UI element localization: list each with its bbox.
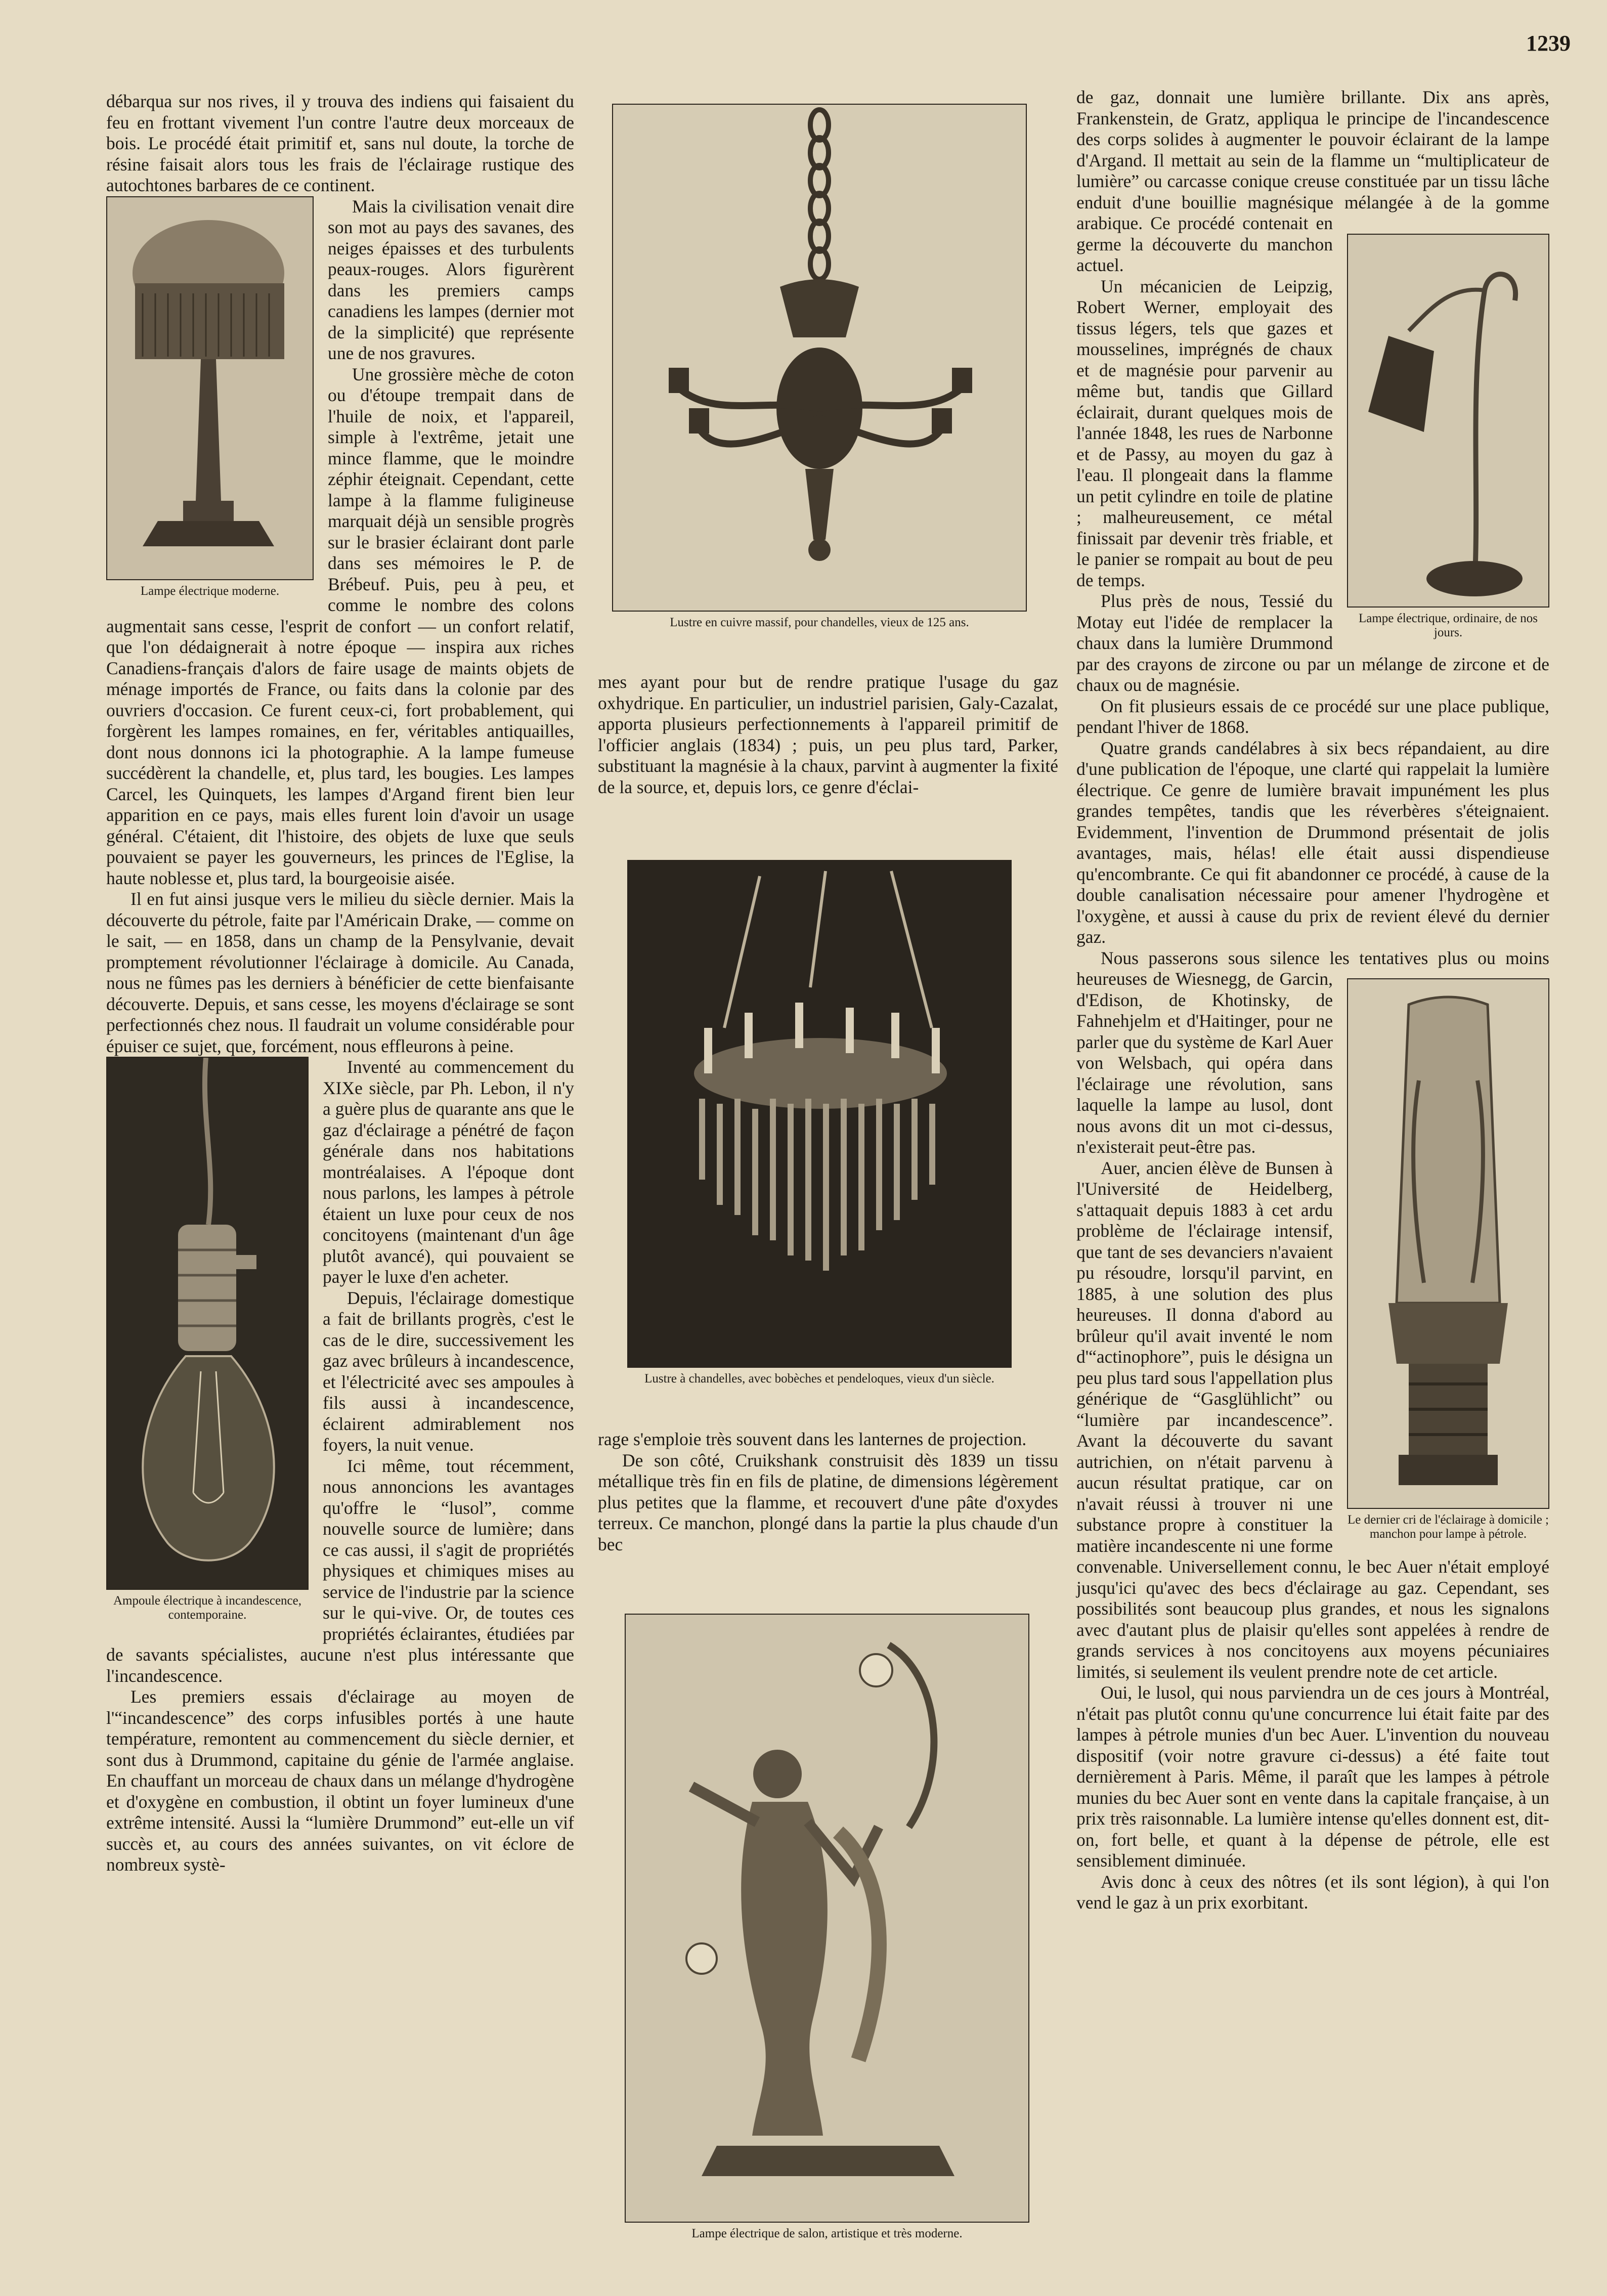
figure-copper-chandelier (612, 104, 1027, 630)
right-paragraph-1: de gaz, donnait une lumière brillante. Dix ans après, Frankenstein, de Gratz, appliqua le principe de l'incandescence des corps solides à augmenter le pouvoir éclairant de la lampe d'Argand. Il mettait au sein de la flamme un “multiplicateur de lumière” ou carcasse conique creuse constituée par un tissu lâche enduit d'une bouillie magnésique mélangée à de la gomme arabique. Ce procédé contenait en germe la découverte du manchon actuel. (1076, 87, 1549, 275)
left-paragraph-5: Inventé au commencement du XIXe siècle, par Ph. Lebon, il n'y a guère plus de quarante ans que le gaz d'éclairage a pénétré de façon générale dans nos habitations montréalaises. A l'époque dont nous parlons, les lampes à pétrole étaient un luxe pour ceux de nos concitoyens (maintenant d'un âge plutôt avancé), qui pouvaient se payer le luxe d'en acheter. (323, 1057, 574, 1287)
right-paragraph-2: Un mécanicien de Leipzig, Robert Werner, employait des tissus légers, tels que gazes et mousselines, imprégnés de chaux et de magnésie pour parvenir au même but, tandis que Gillard éclairait, durant quelques mois de l'année 1848, les rues de Narbonne et de Passy, au moyen du gaz à l'eau. Il plongeait dans la flamme un petit cylindre en toile de platine ; malheureusement, ce métal finissait par devenir très friable, et le panier se rompait au bout de peu de temps. (1076, 276, 1333, 590)
left-column (106, 91, 574, 2266)
right-column (1076, 87, 1549, 2277)
modern-lamp-icon (107, 197, 313, 579)
figure-crystal-chandelier (627, 860, 1012, 1386)
middle-paragraph-3: De son côté, Cruikshank construisit dès 1839 un tissu métallique très fin en fils de platine, de dimensions légèrement plus petites que la flamme, et recouvert d'une pâte d'oxydes terreux. Ce manchon, plongé dans la partie la plus chaude d'un bec (598, 1450, 1058, 1554)
lightbulb-icon (107, 1058, 308, 1589)
crystal-chandelier-photo (627, 860, 1012, 1368)
right-paragraph-9: Avis donc à ceux des nôtres (et ils sont légion), à qui l'on vend le gaz à un prix exorbitant. (1076, 1871, 1549, 1913)
left-paragraph-4-start: Il en fut ainsi jusque vers le milieu du siècle dernier. Mais la découverte du pétrole, faite par l'Américain Drake, — comme on le sait, — en 1858, dans un champ de la Pensylvanie, devait promptement révolutionner l'éclairage à domicile. Au Canada, nous ne fûmes pas les derniers à bénéficier de cette bienfaisante découverte. Depuis, et sans cesse, les moyens d'éclairage se sont perfectionnés chez nous. Il faudrait un volume considérable pour épuiser ce sujet, que, forcément, nous effleurons à peine. (106, 889, 574, 1056)
figure-ordinary-lamp (1347, 234, 1549, 640)
middle-paragraph-2: rage s'emploie très souvent dans les lanternes de projection. (598, 1429, 1027, 1449)
left-paragraph-8: Les premiers essais d'éclairage au moyen de l'“incandescence” des corps infusibles portés à une haute température, remontent au commencement du siècle dernier, et sont dus à Drummond, capitaine du génie de l'armée anglaise. En chauffant un morceau de chaux dans un mélange d'hydrogène et d'oxygène en combustion, il obtint un foyer lumineux d'une extrême intensité. Aussi la “lumière Drummond” eut-elle un vif succès et, au cours des années suivantes, on vit éclore de nombreux systè- (106, 1686, 574, 1875)
desk-lamp-icon (1348, 235, 1548, 607)
middle-paragraph-1: mes ayant pour but de rendre pratique l'usage du gaz oxhydrique. En particulier, un industriel parisien, Galy-Cazalat, apporta plusieurs perfectionnements à l'appareil primitif de l'officier anglais (1834) ; puis, un peu plus tard, Parker, substituant la magnésie à la chaux, parvint à augmenter la fixité de la source, et, depuis lors, ce genre d'éclai- (598, 672, 1058, 797)
right-paragraph-4: On fit plusieurs essais de ce procédé sur une place publique, pendant l'hiver de 1868. (1076, 696, 1549, 737)
caption-copper-chandelier: Lustre en cuivre massif, pour chandelles, vieux de 125 ans. (670, 616, 969, 629)
middle-column-bottom (598, 1429, 1058, 1555)
left-paragraph-7: Ici même, tout récemment, nous annoncions les avantages qu'offre le “lusol”, comme nouvelle source de lumière; dans ce cas aussi, il s'agit de propriétés physiques et chimiques mises au service de l'industrie par la science sur le qui-vive. Or, de toutes ces propriétés éclairantes, étudiées par de savants spécialistes, aucune n'est plus intéressante que l'incandescence. (106, 1455, 574, 1686)
page-number: 1239 (1526, 31, 1571, 56)
left-paragraph-1: débarqua sur nos rives, il y trouva des indiens qui faisaient du feu en frottant vivement l'un contre l'autre deux morceaux de bois. Le procédé était primitif et, sans nul doute, la torche de résine faisait alors tous les frais de l'éclairage rustique des autochtones barbares de ce continent. (106, 91, 574, 195)
caption-crystal-chandelier: Lustre à chandelles, avec bobèches et pendeloques, vieux d'un siècle. (644, 1372, 994, 1385)
ordinary-lamp-photo (1347, 234, 1549, 608)
middle-column-top (598, 672, 1058, 798)
figure-modern-lamp (106, 196, 314, 598)
crystal-chandelier-icon (628, 861, 1011, 1367)
figure-auer-mantle (1347, 978, 1549, 1541)
statue-lamp-photo (625, 1614, 1029, 2223)
left-paragraph-3: Une grossière mèche de coton ou d'étoupe trempait dans de l'huile de noix, et l'appareil, simple à l'extrême, jetait une mince flamme, que le moindre zéphir éteignait. Cependant, cette lampe à la flamme fuligineuse marquait déjà un sensible progrès sur le brasier éclairant dont parle dans ses mémoires le P. de Brébeuf. Puis, peu à peu, et comme le nombre des colons augmentait sans cesse, l'esprit de confort — un confort relatif, que l'on dédaignerait à notre époque — inspira aux riches Canadiens-français d'alors de faire usage de maints objets de ménage importés de France, ou faits dans la colonie par des ouvriers d'occasion. Ce furent ceux-ci, fort probablement, qui forgèrent les lampes romaines, en fer, véritables antiquailles, dont nous donnons ici la photographie. A la lampe fumeuse succédèrent la chandelle, et, plus tard, les bougies. Les lampes Carcel, les Quinquets, les lampes d'Argand firent bien leur apparition en ce pays, mais elles furent loin d'avoir un usage général. C'étaient, dit l'histoire, des objets de luxe que seuls pouvaient se payer les gouverneurs, les princes de l'Eglise, la haute noblesse et, plus tard, la bourgeoisie aisée. (106, 364, 574, 888)
gas-mantle-lamp-icon (1348, 979, 1548, 1508)
copper-chandelier-photo (612, 104, 1027, 612)
caption-statue-lamp: Lampe électrique de salon, artistique et très moderne. (691, 2227, 963, 2240)
right-paragraph-3: Plus près de nous, Tessié du Motay eut l'idée de remplacer la chaux dans la lumière Drummond par des crayons de zircone ou par un mélange de zircone et de chaux ou de magnésie. (1076, 591, 1549, 695)
modern-lamp-photo (106, 196, 314, 580)
caption-modern-lamp: Lampe électrique moderne. (140, 584, 280, 598)
right-paragraph-6: Nous passerons sous silence les tentatives plus ou moins heureuses de Wiesnegg, de Garcin, d'Edison, de Khotinsky, de Fahnehjelm et d'Haitinger, pour ne parler que du système de Karl Auer von Welsbach, qui opéra dans l'éclairage une révolution, sans laquelle la lampe au lusol, dont nous avons dit un mot ci-dessus, n'existerait peut-être pas. (1076, 947, 1549, 1157)
right-paragraph-5: Quatre grands candélabres à six becs répandaient, au dire d'une publication de l'époque, une clarté qui rappelait la lumière électrique. Ce genre de lumière bravait impunément les plus grandes tempêtes, tandis que les réverbères s'éteignaient. Evidemment, l'invention de Drummond présentait de jolis avantages, mais, hélas! elle était aussi dispendieuse qu'encombrante. Ce qui fit abandonner ce procédé, à cause de la double canalisation nécessaire pour amener l'hydrogène et l'oxygène, et aussi à cause du prix de revient élevé du dernier gaz. (1076, 738, 1549, 947)
left-paragraph-6: Depuis, l'éclairage domestique a fait de brillants progrès, c'est le cas de le dire, successivement les gaz avec brûleurs à incandescence, et l'électricité avec ses ampoules à fils aussi à incandescence, éclairent admirablement nos foyers, la nuit venue. (323, 1287, 574, 1455)
figure-statue-lamp (625, 1614, 1029, 2241)
right-paragraph-8: Oui, le lusol, qui nous parviendra un de ces jours à Montréal, n'était pas plutôt connu qu'une concurrence lui était faite par des lampes à pétrole munies d'un bec Auer. L'invention du nouveau dispositif (voir notre gravure ci-dessus) a été faite tout dernièrement à Paris. Même, il paraît que les lampes à pétrole munies du bec Auer sont en vente dans la capitale française, à un prix très raisonnable. La lumière intense qu'elles donnent est, dit-on, fort belle, et quant à la dépense de pétrole, elle est sensiblement diminuée. (1076, 1682, 1549, 1871)
bulb-photo (106, 1057, 309, 1590)
statue-lamp-icon (626, 1615, 1028, 2222)
right-paragraph-7: Auer, ancien élève de Bunsen à l'Université de Heidelberg, s'attaquait depuis 1883 à cet ardu problème de l'éclairage intensif, que tant de ses devanciers n'avaient pu résoudre, lorsqu'il parvint, en 1885, à une solution des plus heureuses. Il donna d'abord au brûleur qu'il avait inventé le nom d'“actinophore”, puis le désigna un peu plus tard sous l'appellation plus générique de “Gasglühlicht” ou “lumière par incandescence”. Avant la découverte du savant autrichien, on n'était parvenu à aucun résultat pratique, car on n'avait réussi à trouver ni une substance propre à constituer la matière incandescente ni une forme convenable. Universellement connu, le bec Auer n'était employé jusqu'ici qu'avec des becs d'éclairage au gaz. Cependant, ses possibilités sont beaucoup plus grandes, et nous les signalons avec d'autant plus de plaisir qu'elles sont appelées à rendre de grands services à nos concitoyens aux moyens pécuniaires limités, si seulement ils veulent prendre note de cet article. (1076, 1157, 1549, 1682)
figure-bulb (106, 1057, 309, 1622)
caption-bulb: Ampoule électrique à incandescence, contemporaine. (113, 1594, 302, 1622)
auer-mantle-photo (1347, 978, 1549, 1509)
caption-ordinary-lamp: Lampe électrique, ordinaire, de nos jours. (1358, 612, 1538, 639)
chandelier-icon (613, 105, 1026, 611)
left-paragraph-2: Mais la civilisation venait dire son mot au pays des savanes, des neiges épaisses et des turbulents peaux-rouges. Alors figurèrent dans les premiers camps canadiens les lampes (dernier mot de la simplicité) que représente une de nos gravures. (328, 196, 574, 363)
caption-auer-mantle: Le dernier cri de l'éclairage à domicile ; manchon pour lampe à pétrole. (1347, 1512, 1549, 1541)
